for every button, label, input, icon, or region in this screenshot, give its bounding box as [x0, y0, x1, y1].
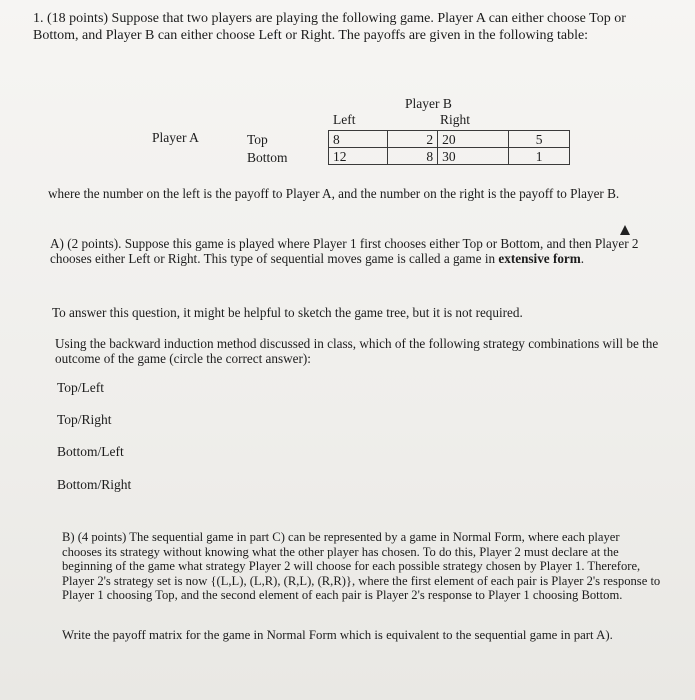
answer-option-bottom-right[interactable]: Bottom/Right: [57, 477, 132, 492]
part-a-hint: To answer this question, it might be helpful to sketch the game tree, but it is not required.: [52, 305, 523, 320]
question-1-text: [33, 10, 673, 44]
cell-top-right-a: 20: [438, 131, 509, 148]
payoff-row-bottom: [329, 148, 570, 165]
part-a-end: .: [580, 251, 585, 266]
column-right-label: Right: [440, 112, 471, 127]
payoff-table: [328, 130, 570, 165]
part-b-write-instruction: Write the payoff matrix for the game in Normal Form which is equivalent to the sequential game in part A).: [62, 628, 613, 642]
part-a-bold-term: extensive form: [498, 251, 581, 266]
part-a-intro: A) (2 points). Suppose this game is played where Player 1 first chooses either Top or Bottom, and then Player 2 chooses either Left or Right. This type of sequential moves game is called a game in: [50, 236, 639, 266]
part-b-text: B) (4 points) The sequential game in part C) can be represented by a game in Normal Form, where each player chooses its strategy without knowing what the other player has chosen. To do this, Player 2 must declare at the beginning of the game what strategy Player 2 will choose for each possible strategy chosen by Player 1. Therefore, Player 2's strategy set is now {(L,L), (L,R), (R,L), (R,R)}, where the first element of each pair is Player 2's response to Player 1 choosing Top, and the second element of each pair is Player 2's response to Player 1 choosing Bottom.: [62, 530, 661, 602]
cell-top-right-b: 5: [509, 131, 570, 148]
column-left-label: Left: [333, 112, 356, 127]
player-b-label: Player B: [405, 96, 452, 111]
cell-bottom-right-a: 30: [438, 148, 509, 165]
mouse-cursor-icon: [620, 225, 630, 235]
cell-bottom-right-b: 1: [509, 148, 570, 165]
cell-top-left-b: 2: [387, 131, 437, 148]
payoff-explanation: where the number on the left is the payoff to Player A, and the number on the right is the payoff to Player B.: [48, 186, 620, 201]
answer-option-top-left[interactable]: Top/Left: [57, 380, 105, 395]
cell-bottom-left-b: 8: [387, 148, 437, 165]
row-bottom-label: Bottom: [247, 150, 288, 165]
answer-option-bottom-left[interactable]: Bottom/Left: [57, 444, 124, 459]
part-a-backward-induction: Using the backward induction method discussed in class, which of the following strategy combinations will be the outcome of the game (circle the correct answer):: [55, 336, 659, 366]
row-top-label: Top: [247, 132, 268, 147]
player-a-label: Player A: [152, 130, 199, 145]
cell-bottom-left-a: 12: [329, 148, 388, 165]
cell-top-left-a: 8: [329, 131, 388, 148]
answer-option-top-right[interactable]: Top/Right: [57, 412, 112, 427]
part-a-text: [50, 236, 660, 266]
question-body: (18 points) Suppose that two players are playing the following game. Player A can either choose Top or Bottom, and Player B can either choose Left or Right. The payoffs are given in the following table:: [33, 11, 626, 43]
payoff-row-top: [329, 131, 570, 148]
question-number: 1.: [33, 11, 44, 26]
